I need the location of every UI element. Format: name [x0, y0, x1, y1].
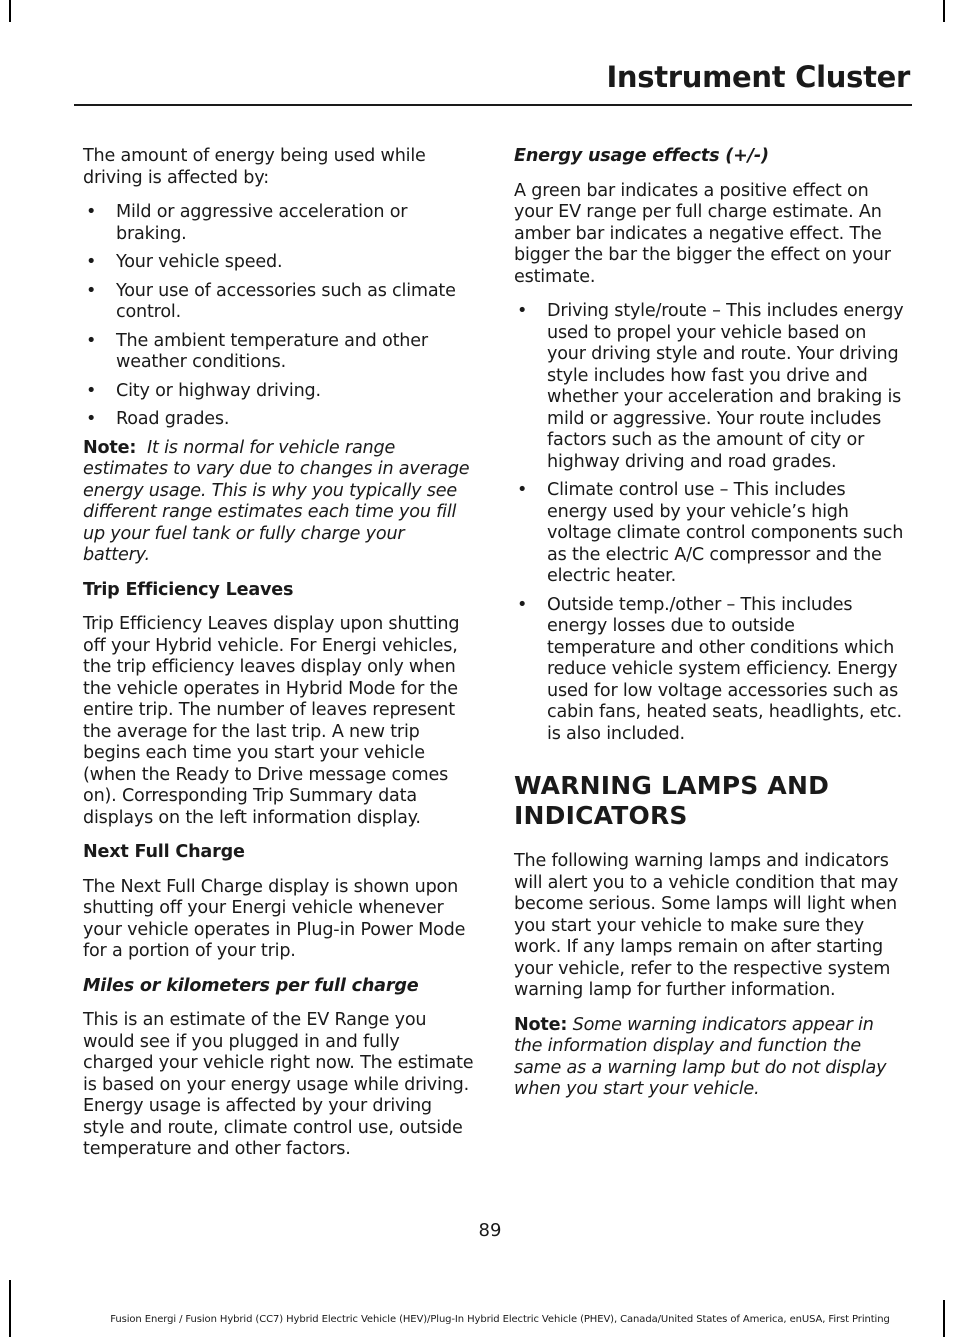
energy-effects-list	[514, 301, 906, 745]
bullet-icon: •	[86, 202, 97, 222]
page-title: Instrument Cluster	[606, 60, 910, 94]
indicators-note: Note: Some warning indicators appear in the information display and function the same as a warning lamp but do not display when you start your vehicle.	[514, 1014, 887, 1099]
miles-per-charge-paragraph: This is an estimate of the EV Range you would see if you plugged in and fully charged your vehicle right now. The estimate is based on your energy usage while driving. Energy usage is affected by your driving style and route, climate control use, outside temperature and other factors.	[83, 1010, 474, 1159]
list-item: • Climate control use – This includes energy used by your vehicle’s high voltage climate control components such as the electric A/C compressor and the electric heater.	[517, 480, 904, 586]
warning-lamps-paragraph: The following warning lamps and indicators will alert you to a vehicle condition that may become serious. Some lamps will light when you start your vehicle to make sure they work. If any lamps remain on after starting your vehicle, refer to the respective system warning lamp for further information.	[514, 851, 899, 1000]
footer-text: Fusion Energi / Fusion Hybrid (CC7) Hybrid Electric Vehicle (HEV)/Plug-In Hybrid Electric Vehicle (PHEV), Canada/United States of America, enUSA, First Printing	[110, 1314, 890, 1325]
next-full-charge-paragraph: The Next Full Charge display is shown upon shutting off your Energi vehicle whenever your vehicle operates in Plug-in Power Mode for a portion of your trip.	[83, 876, 466, 961]
note-label: Note:	[514, 1014, 568, 1035]
list-item: • Road grades.	[86, 409, 230, 429]
list-item: • Your vehicle speed.	[86, 252, 283, 272]
bullet-icon: •	[86, 280, 97, 301]
crop-mark-top-right-vertical	[943, 0, 945, 22]
left-column	[83, 146, 475, 1174]
note-label: Note:	[83, 437, 137, 458]
bullet-icon: •	[86, 380, 97, 401]
right-column	[514, 146, 906, 1114]
bullet-icon: •	[86, 409, 97, 429]
header-rule	[74, 104, 912, 106]
trip-efficiency-heading: Trip Efficiency Leaves	[83, 579, 294, 600]
bullet-icon: •	[517, 480, 528, 500]
trip-efficiency-paragraph: Trip Efficiency Leaves display upon shutting off your Hybrid vehicle. For Energi vehicles, the trip efficiency leaves display only when the vehicle operates in Hybrid Mode for the entire trip. The number of leaves represent the average for the last trip. A new trip begins each time you start your vehicle (when the Ready to Drive message comes on). Corresponding Trip Summary data displays on the left information display.	[83, 614, 460, 828]
next-full-charge-heading: Next Full Charge	[83, 842, 245, 862]
bullet-icon: •	[517, 594, 528, 615]
intro-paragraph: The amount of energy being used while driving is affected by:	[83, 146, 426, 188]
list-item: • City or highway driving.	[86, 380, 321, 401]
miles-per-charge-heading: Miles or kilometers per full charge	[83, 975, 419, 996]
page-number: 89	[478, 1220, 502, 1241]
energy-effects-heading: Energy usage effects (+/-)	[514, 146, 769, 166]
list-item: • Mild or aggressive acceleration or braking.	[86, 202, 408, 244]
bullet-icon: •	[517, 301, 528, 321]
list-item: • Your use of accessories such as climate control.	[86, 280, 456, 322]
crop-mark-top-left-vertical	[9, 0, 11, 22]
bullet-icon: •	[86, 252, 97, 272]
list-item: • Driving style/route – This includes energy used to propel your vehicle based on your driving style and route. Your driving style includes how fast you drive and whether your acceleration and braking is mild or aggressive. Your route includes factors such as the amount of city or highway driving and road grades.	[517, 301, 904, 472]
warning-lamps-section-title: WARNING LAMPS AND INDICATORS	[514, 771, 830, 830]
energy-factors-list	[83, 202, 475, 431]
list-item: • The ambient temperature and other weather conditions.	[86, 330, 428, 372]
list-item: • Outside temp./other – This includes energy losses due to outside temperature and other conditions which reduce vehicle system efficiency. Energy used for low voltage accessories such as cabin fans, heated seats, headlights, etc. is also included.	[517, 594, 902, 744]
range-note: Note: It is normal for vehicle range estimates to vary due to changes in average energy usage. This is why you typically see different range estimates each time you fill up your fuel tank or fully charge your battery.	[83, 437, 470, 565]
energy-effects-paragraph: A green bar indicates a positive effect on your EV range per full charge estimate. An amber bar indicates a negative effect. The bigger the bar the bigger the effect on your estimate.	[514, 180, 891, 287]
bullet-icon: •	[86, 330, 97, 351]
crop-mark-bottom-right-vertical	[943, 1300, 945, 1337]
crop-mark-bottom-left-vertical	[9, 1280, 11, 1337]
